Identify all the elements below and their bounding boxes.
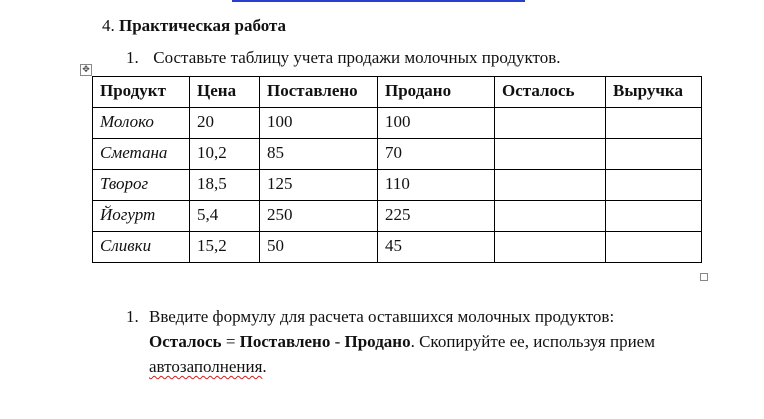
section-heading (102, 16, 286, 36)
task-2-part1: Введите формулу для расчета оставшихся молочных продуктов: (149, 307, 615, 326)
cell-sold[interactable]: 110 (378, 170, 495, 201)
cell-revenue[interactable] (606, 232, 702, 263)
cell-delivered[interactable]: 250 (260, 201, 378, 232)
task-1-text: Составьте таблицу учета продажи молочных продуктов. (153, 48, 561, 67)
header-revenue[interactable]: Выручка (606, 77, 702, 108)
table-row (93, 201, 702, 232)
cell-remaining[interactable] (495, 170, 606, 201)
cell-remaining[interactable] (495, 232, 606, 263)
cell-product[interactable]: Йогурт (93, 201, 190, 232)
formula-remaining: Осталось (149, 332, 222, 351)
task-2-number: 1. (126, 307, 139, 326)
header-sold[interactable]: Продано (378, 77, 495, 108)
header-remaining[interactable]: Осталось (495, 77, 606, 108)
cell-price[interactable]: 10,2 (190, 139, 260, 170)
cell-remaining[interactable] (495, 108, 606, 139)
header-price[interactable]: Цена (190, 77, 260, 108)
table-row (93, 139, 702, 170)
cell-price[interactable]: 20 (190, 108, 260, 139)
cell-product[interactable]: Молоко (93, 108, 190, 139)
table-move-handle-icon[interactable]: ✥ (80, 64, 92, 76)
table-row (93, 108, 702, 139)
table-row (93, 232, 702, 263)
table-row (93, 170, 702, 201)
cell-price[interactable]: 15,2 (190, 232, 260, 263)
formula-sold: Продано (344, 332, 411, 351)
cell-revenue[interactable] (606, 108, 702, 139)
cell-price[interactable]: 5,4 (190, 201, 260, 232)
header-delivered[interactable]: Поставлено (260, 77, 378, 108)
cell-revenue[interactable] (606, 201, 702, 232)
cell-sold[interactable]: 70 (378, 139, 495, 170)
cell-delivered[interactable]: 85 (260, 139, 378, 170)
task-2 (126, 304, 669, 379)
spellcheck-word[interactable]: автозаполнения (149, 357, 263, 376)
task-1-number: 1. (126, 48, 139, 67)
formula-minus: - (330, 332, 345, 351)
cell-sold[interactable]: 100 (378, 108, 495, 139)
table-header-row (93, 77, 702, 108)
task-2-part2: . Скопируйте ее, используя прием (410, 332, 655, 351)
cell-delivered[interactable]: 125 (260, 170, 378, 201)
table-resize-handle-icon[interactable] (700, 273, 708, 281)
cell-remaining[interactable] (495, 139, 606, 170)
cell-revenue[interactable] (606, 170, 702, 201)
cell-product[interactable]: Творог (93, 170, 190, 201)
sales-table (92, 76, 702, 263)
cell-revenue[interactable] (606, 139, 702, 170)
task-2-end: . (262, 357, 267, 376)
cell-sold[interactable]: 225 (378, 201, 495, 232)
task-1 (126, 48, 561, 68)
cell-sold[interactable]: 45 (378, 232, 495, 263)
cell-delivered[interactable]: 50 (260, 232, 378, 263)
header-product[interactable]: Продукт (93, 77, 190, 108)
cell-product[interactable]: Сметана (93, 139, 190, 170)
task-2-text (149, 304, 669, 379)
heading-number: 4. (102, 16, 115, 35)
formula-delivered: Поставлено (239, 332, 331, 351)
formula-eq: = (221, 332, 240, 351)
cell-delivered[interactable]: 100 (260, 108, 378, 139)
cell-remaining[interactable] (495, 201, 606, 232)
heading-title: Практическая работа (119, 16, 287, 35)
link-underline (232, 0, 525, 2)
cell-price[interactable]: 18,5 (190, 170, 260, 201)
cell-product[interactable]: Сливки (93, 232, 190, 263)
